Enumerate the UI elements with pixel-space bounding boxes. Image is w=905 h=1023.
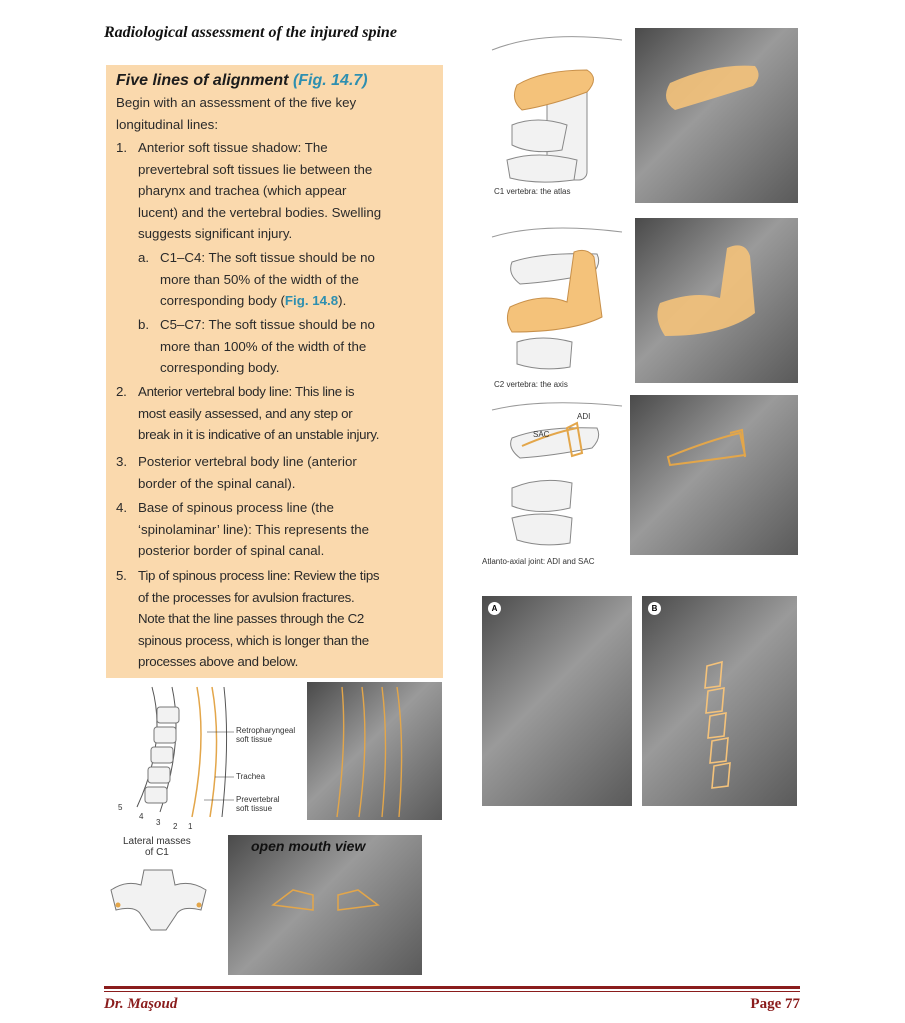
item-line: C5–C7: The soft tissue should be no [160, 317, 375, 332]
line-text: corresponding body ( [160, 293, 285, 308]
item-line: posterior border of spinal canal. [138, 543, 325, 558]
author-name: Dr. Maşoud [104, 996, 178, 1012]
label-line: soft tissue [236, 804, 273, 813]
spine-num: 5 [118, 803, 123, 812]
footer-divider [104, 986, 800, 989]
box-title-text: Five lines of alignment [116, 72, 289, 89]
label-line: Retropharyngeal [236, 726, 296, 735]
item-number: 4. [116, 500, 128, 515]
atlanto-axial-drawing [482, 398, 632, 558]
lateral-spine-xray [307, 682, 442, 820]
xray-a [482, 596, 632, 806]
item-line: most easily assessed, and any step or [138, 405, 353, 421]
item-4 [116, 497, 441, 562]
fig-14-7-link[interactable]: (Fig. 14.7) [292, 72, 368, 89]
item-1 [116, 137, 441, 245]
spine-num: 3 [156, 818, 161, 827]
intro-text [116, 92, 436, 135]
open-mouth-xray [228, 835, 422, 975]
label-line: soft tissue [236, 735, 273, 744]
item-line: processes above and below. [138, 654, 299, 669]
sac-label: SAC [533, 430, 550, 439]
item-line: Tip of spinous process line: Review the tips [138, 568, 380, 583]
item-2 [116, 381, 441, 446]
item-line: border of the spinal canal). [138, 475, 296, 491]
xray-b [642, 596, 797, 806]
retro-label [236, 726, 295, 744]
item-number: 5. [116, 568, 127, 583]
item-number: 1. [116, 140, 128, 155]
item-line: suggests significant injury. [138, 226, 293, 241]
c1-caption: C1 vertebra: the atlas [494, 187, 571, 196]
spine-num: 1 [188, 822, 193, 831]
page-number: Page 77 [750, 996, 800, 1012]
trachea-label: Trachea [236, 772, 266, 781]
item-line: lucent) and the vertebral bodies. Swelling [138, 204, 382, 220]
item-number: a. [138, 250, 150, 265]
item-line [160, 290, 438, 312]
item-number: 3. [116, 454, 128, 469]
prevert-label [236, 795, 280, 813]
label-line: Lateral masses [123, 836, 191, 847]
spine-num: 2 [173, 822, 178, 831]
aa-xray [630, 395, 798, 555]
item-line: Anterior soft tissue shadow: The [138, 140, 328, 155]
item-line: pharynx and trachea (which appear [138, 183, 347, 198]
aa-xray-overlay [630, 395, 798, 555]
section-heading: Radiological assessment of the injured spine [104, 24, 397, 41]
footer-divider-thin [104, 991, 800, 992]
open-mouth-drawing [106, 860, 211, 940]
xray-b-overlay [642, 596, 797, 806]
adi-label: ADI [577, 412, 591, 421]
item-line: Posterior vertebral body line (anterior [138, 454, 357, 469]
fig-14-8-link[interactable]: Fig. 14.8 [284, 293, 339, 308]
item-line: spinous process, which is longer than the [138, 632, 369, 648]
c2-axis-drawing [482, 222, 632, 382]
item-number: b. [138, 317, 150, 332]
item-line: corresponding body. [160, 360, 280, 375]
item-line: more than 100% of the width of the [160, 338, 367, 354]
lateral-masses-label [123, 836, 191, 858]
item-line: Note that the line passes through the C2 [138, 611, 365, 626]
spine-num: 4 [139, 812, 144, 821]
item-line: Anterior vertebral body line: This line is [138, 384, 355, 399]
open-mouth-label: open mouth view [251, 838, 366, 854]
c2-caption: C2 vertebra: the axis [494, 380, 568, 389]
label-line: of C1 [144, 847, 169, 858]
open-mouth-overlay [228, 835, 422, 975]
item-line: more than 50% of the width of the [160, 271, 359, 287]
item-1b [138, 314, 438, 379]
item-line: prevertebral soft tissues lie between the [138, 161, 373, 177]
badge-a: A [488, 602, 501, 615]
label-line: Prevertebral [236, 795, 280, 804]
line-text: ). [338, 293, 347, 308]
lateral-xray-overlay [307, 682, 442, 820]
aa-caption: Atlanto-axial joint: ADI and SAC [482, 557, 595, 566]
item-line: ‘spinolaminar’ line): This represents the [138, 521, 370, 537]
c2-xray-overlay [635, 218, 798, 383]
c1-xray-overlay [635, 28, 798, 203]
item-line: break in it is indicative of an unstable injury. [138, 427, 380, 442]
item-1a [138, 247, 438, 312]
item-3 [116, 451, 441, 494]
intro-line: Begin with an assessment of the five key [116, 95, 357, 110]
c1-xray [635, 28, 798, 203]
item-5 [116, 565, 441, 673]
c1-atlas-drawing [482, 30, 632, 190]
item-line: Base of spinous process line (the [138, 500, 334, 515]
badge-b: B [648, 602, 661, 615]
item-number: 2. [116, 384, 127, 399]
item-line: of the processes for avulsion fractures. [138, 589, 355, 605]
intro-line: longitudinal lines: [116, 116, 219, 132]
item-line: C1–C4: The soft tissue should be no [160, 250, 375, 265]
box-title [116, 72, 368, 90]
c2-xray [635, 218, 798, 383]
